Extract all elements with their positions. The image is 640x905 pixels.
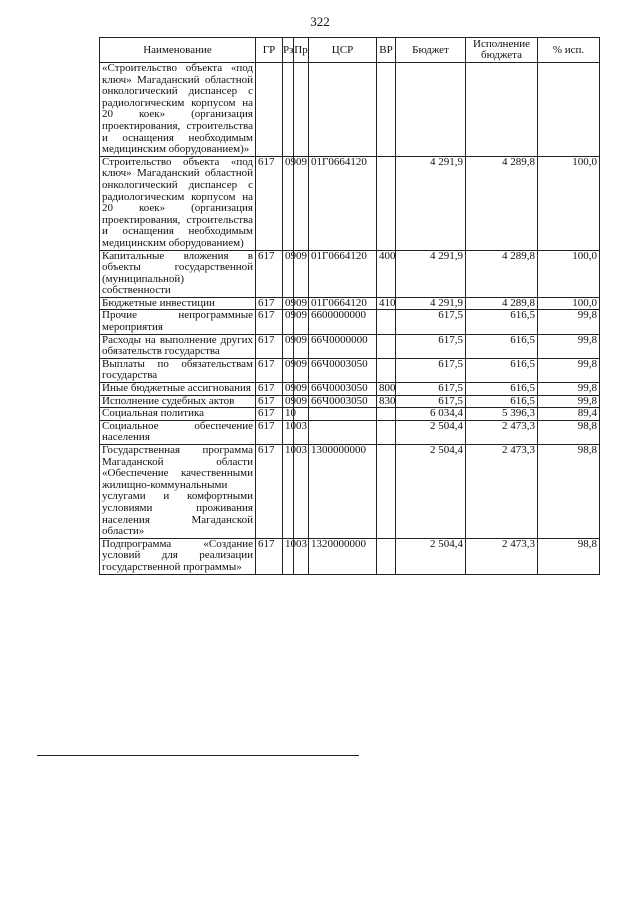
table-row <box>100 420 600 444</box>
row-vr <box>377 445 396 539</box>
row-csr <box>309 408 377 421</box>
row-name: Выплаты по обязательствам государства <box>100 358 256 382</box>
row-budget: 4 291,9 <box>396 156 466 250</box>
row-percent: 100,0 <box>538 297 600 310</box>
row-execution: 5 396,3 <box>466 408 538 421</box>
row-csr: 66Ч0003050 <box>309 358 377 382</box>
row-pr: 09 <box>294 395 309 408</box>
row-rz: 10 <box>283 408 294 421</box>
row-vr <box>377 63 396 157</box>
row-gr <box>256 63 283 157</box>
row-rz: 09 <box>283 310 294 334</box>
row-budget: 2 504,4 <box>396 420 466 444</box>
row-csr: 66Ч0003050 <box>309 383 377 396</box>
row-gr: 617 <box>256 538 283 574</box>
row-pr: 09 <box>294 250 309 297</box>
row-rz: 10 <box>283 420 294 444</box>
row-gr: 617 <box>256 358 283 382</box>
page-number: 322 <box>310 14 330 29</box>
row-name: Капитальные вложения в объекты государственной (муниципальной) собственности <box>100 250 256 297</box>
row-gr: 617 <box>256 420 283 444</box>
row-pr: 09 <box>294 383 309 396</box>
row-rz: 09 <box>283 395 294 408</box>
row-budget: 617,5 <box>396 358 466 382</box>
row-vr <box>377 156 396 250</box>
row-vr <box>377 538 396 574</box>
col-header-pr: Пр <box>294 38 309 63</box>
row-pr: 09 <box>294 310 309 334</box>
row-execution: 616,5 <box>466 358 538 382</box>
row-rz: 09 <box>283 383 294 396</box>
col-header-rz: Рз <box>283 38 294 63</box>
row-pr: 09 <box>294 358 309 382</box>
row-rz: 09 <box>283 358 294 382</box>
row-csr: 1300000000 <box>309 445 377 539</box>
col-header-name: Наименование <box>100 38 256 63</box>
table-row <box>100 383 600 396</box>
row-percent: 98,8 <box>538 445 600 539</box>
row-vr <box>377 358 396 382</box>
row-gr: 617 <box>256 395 283 408</box>
row-name: Социальное обеспечение населения <box>100 420 256 444</box>
row-csr: 01Г0664120 <box>309 250 377 297</box>
row-csr: 01Г0664120 <box>309 297 377 310</box>
table-row <box>100 310 600 334</box>
row-gr: 617 <box>256 156 283 250</box>
table-row <box>100 63 600 157</box>
row-execution: 4 289,8 <box>466 250 538 297</box>
row-execution: 616,5 <box>466 334 538 358</box>
row-rz <box>283 63 294 157</box>
col-header-budget: Бюджет <box>396 38 466 63</box>
row-gr: 617 <box>256 408 283 421</box>
row-pr: 03 <box>294 420 309 444</box>
row-name: Расходы на выполнение других обязательств государства <box>100 334 256 358</box>
row-execution: 2 473,3 <box>466 538 538 574</box>
row-percent: 98,8 <box>538 538 600 574</box>
row-rz: 10 <box>283 538 294 574</box>
row-vr: 800 <box>377 383 396 396</box>
table-row <box>100 395 600 408</box>
row-pr: 03 <box>294 538 309 574</box>
row-execution: 616,5 <box>466 395 538 408</box>
row-budget: 4 291,9 <box>396 297 466 310</box>
row-budget: 2 504,4 <box>396 445 466 539</box>
row-pr: 03 <box>294 445 309 539</box>
row-execution: 4 289,8 <box>466 297 538 310</box>
header-row <box>100 38 600 63</box>
row-vr: 830 <box>377 395 396 408</box>
row-name: Исполнение судебных актов <box>100 395 256 408</box>
table-body <box>100 63 600 575</box>
row-name: Государственная программа Магаданской области «Обеспечение качественными жилищно-коммунальными услугами и комфортными условиями проживания населения Магаданской области» <box>100 445 256 539</box>
row-csr <box>309 63 377 157</box>
table-row <box>100 358 600 382</box>
table-row <box>100 408 600 421</box>
row-budget: 617,5 <box>396 310 466 334</box>
row-percent: 98,8 <box>538 420 600 444</box>
row-csr: 6600000000 <box>309 310 377 334</box>
row-percent: 100,0 <box>538 250 600 297</box>
row-vr <box>377 408 396 421</box>
row-percent <box>538 63 600 157</box>
row-name: Прочие непрограммные мероприятия <box>100 310 256 334</box>
row-name: Подпрограмма «Создание условий для реализации государственной программы» <box>100 538 256 574</box>
row-budget <box>396 63 466 157</box>
footnote-rule <box>37 755 359 756</box>
row-percent: 99,8 <box>538 358 600 382</box>
row-percent: 99,8 <box>538 334 600 358</box>
row-percent: 89,4 <box>538 408 600 421</box>
col-header-vr: ВР <box>377 38 396 63</box>
col-header-percent: % исп. <box>538 38 600 63</box>
row-budget: 617,5 <box>396 395 466 408</box>
row-name: «Строительство объекта «под ключ» Магаданский областной онкологический диспансер с радиологическим корпусом на 20 коек» (организация проектирования, строительства и оснащения необходимым медицинским оборудованием)» <box>100 63 256 157</box>
row-csr: 66Ч0003050 <box>309 395 377 408</box>
row-vr <box>377 420 396 444</box>
row-execution: 4 289,8 <box>466 156 538 250</box>
row-name: Бюджетные инвестиции <box>100 297 256 310</box>
table-row <box>100 445 600 539</box>
row-vr <box>377 334 396 358</box>
row-gr: 617 <box>256 334 283 358</box>
row-rz: 09 <box>283 334 294 358</box>
table-row <box>100 334 600 358</box>
row-pr: 09 <box>294 297 309 310</box>
row-pr <box>294 63 309 157</box>
row-name: Социальная политика <box>100 408 256 421</box>
row-execution <box>466 63 538 157</box>
row-gr: 617 <box>256 250 283 297</box>
table-row <box>100 250 600 297</box>
row-pr: 09 <box>294 156 309 250</box>
row-vr: 410 <box>377 297 396 310</box>
row-budget: 617,5 <box>396 334 466 358</box>
row-gr: 617 <box>256 383 283 396</box>
row-name: Иные бюджетные ассигнования <box>100 383 256 396</box>
col-header-gr: ГР <box>256 38 283 63</box>
row-budget: 2 504,4 <box>396 538 466 574</box>
row-rz: 09 <box>283 156 294 250</box>
row-execution: 616,5 <box>466 310 538 334</box>
col-header-execution: Исполнение бюджета <box>466 38 538 63</box>
row-csr: 01Г0664120 <box>309 156 377 250</box>
row-gr: 617 <box>256 310 283 334</box>
row-vr: 400 <box>377 250 396 297</box>
row-rz: 10 <box>283 445 294 539</box>
row-execution: 2 473,3 <box>466 420 538 444</box>
row-budget: 617,5 <box>396 383 466 396</box>
row-percent: 99,8 <box>538 395 600 408</box>
row-rz: 09 <box>283 297 294 310</box>
row-percent: 99,8 <box>538 383 600 396</box>
row-execution: 2 473,3 <box>466 445 538 539</box>
col-header-csr: ЦСР <box>309 38 377 63</box>
row-vr <box>377 310 396 334</box>
row-gr: 617 <box>256 445 283 539</box>
table-row <box>100 156 600 250</box>
row-rz: 09 <box>283 250 294 297</box>
row-pr: 09 <box>294 334 309 358</box>
row-budget: 6 034,4 <box>396 408 466 421</box>
row-gr: 617 <box>256 297 283 310</box>
row-percent: 99,8 <box>538 310 600 334</box>
row-name: Строительство объекта «под ключ» Магаданский областной онкологический диспансер с радиологическим корпусом на 20 коек» (организация проектирования, строительства и оснащения необходимым медицинским оборудованием) <box>100 156 256 250</box>
row-csr: 66Ч0000000 <box>309 334 377 358</box>
table-row <box>100 538 600 574</box>
row-csr <box>309 420 377 444</box>
row-csr: 1320000000 <box>309 538 377 574</box>
row-percent: 100,0 <box>538 156 600 250</box>
table-row <box>100 297 600 310</box>
row-budget: 4 291,9 <box>396 250 466 297</box>
budget-table <box>99 37 600 575</box>
row-execution: 616,5 <box>466 383 538 396</box>
